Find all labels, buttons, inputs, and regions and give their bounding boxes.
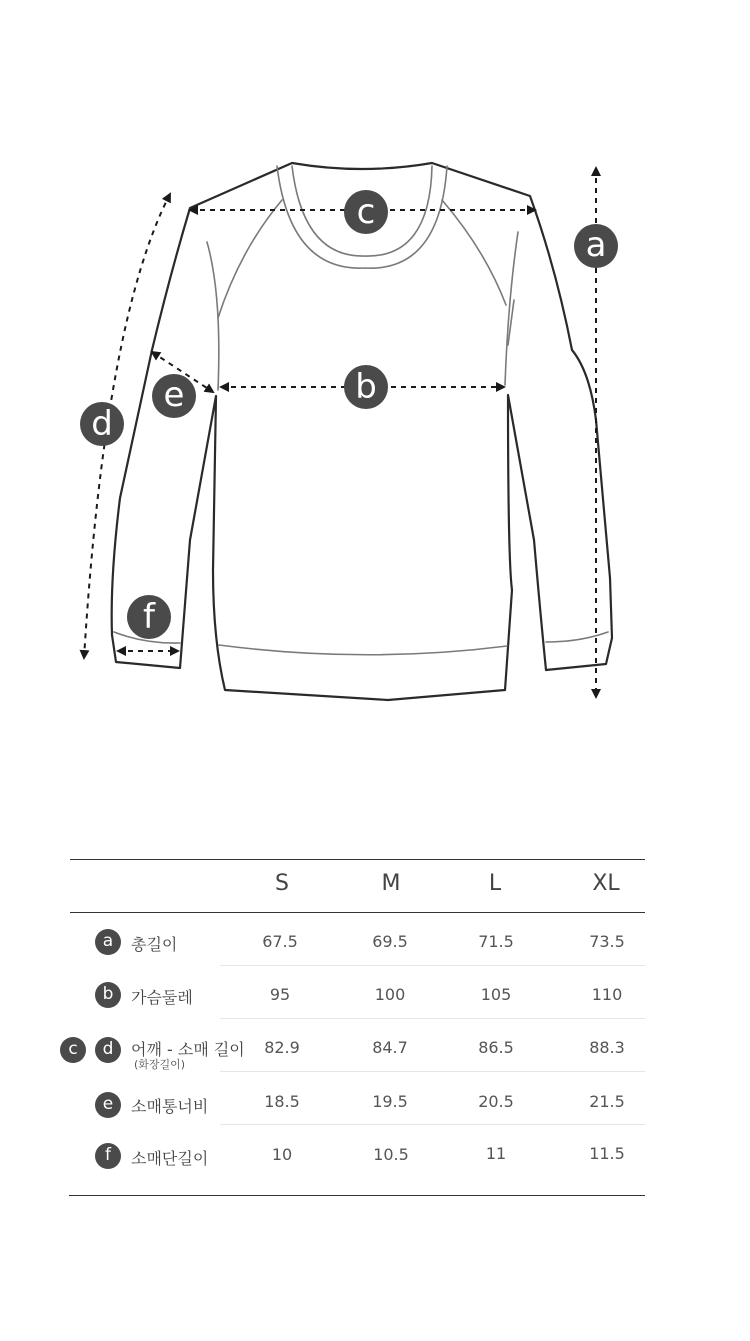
row-badge-f: f bbox=[95, 1143, 121, 1169]
row-divider bbox=[220, 1124, 645, 1125]
cell-cuff-length-xl: 11.5 bbox=[589, 1144, 625, 1163]
row-label-sleeve-width: 소매통너비 bbox=[131, 1097, 209, 1116]
row-badge-d: d bbox=[95, 1037, 121, 1063]
cell-sleeve-width-xl: 21.5 bbox=[589, 1092, 625, 1111]
cell-cuff-length-l: 11 bbox=[485, 1144, 507, 1163]
row-label-total-length: 총길이 bbox=[131, 935, 178, 954]
cell-cuff-length-s: 10 bbox=[271, 1145, 293, 1164]
badge-f-label: f bbox=[143, 597, 155, 637]
badge-d-label: d bbox=[91, 404, 113, 444]
row-sublabel-shoulder-sleeve: (화장길이) bbox=[134, 1058, 186, 1071]
cell-total-length-l: 71.5 bbox=[478, 932, 514, 951]
cell-shoulder-sleeve-s: 82.9 bbox=[264, 1038, 300, 1057]
badge-e-label: e bbox=[163, 375, 185, 415]
cell-shoulder-sleeve-xl: 88.3 bbox=[589, 1038, 625, 1057]
cell-total-length-m: 69.5 bbox=[372, 932, 408, 951]
row-label-shoulder-sleeve: 어깨 - 소매 길이 bbox=[131, 1040, 245, 1059]
row-divider bbox=[220, 1018, 645, 1019]
sweatshirt-outline bbox=[112, 163, 612, 700]
badge-e bbox=[152, 374, 196, 418]
cell-chest-xl: 110 bbox=[591, 985, 623, 1004]
row-badge-a: a bbox=[95, 929, 121, 955]
size-header-m: M bbox=[381, 871, 401, 896]
badge-d bbox=[80, 402, 124, 446]
cell-sleeve-width-s: 18.5 bbox=[264, 1092, 300, 1111]
cell-chest-l: 105 bbox=[480, 985, 512, 1004]
size-header-l: L bbox=[488, 871, 502, 896]
size-header-xl: XL bbox=[592, 871, 620, 896]
row-label-chest: 가슴둘레 bbox=[131, 988, 193, 1007]
cell-sleeve-width-m: 19.5 bbox=[372, 1092, 408, 1111]
table-top-rule bbox=[70, 859, 645, 860]
table-bottom-rule bbox=[69, 1195, 645, 1196]
row-label-cuff-length: 소매단길이 bbox=[131, 1149, 209, 1168]
row-badge-e: e bbox=[95, 1092, 121, 1118]
badge-a-label: a bbox=[585, 225, 607, 265]
badge-a bbox=[574, 224, 618, 268]
badge-c-label: c bbox=[356, 192, 376, 232]
cell-total-length-xl: 73.5 bbox=[589, 932, 625, 951]
size-header-s: S bbox=[275, 871, 289, 896]
row-badge-c: c bbox=[60, 1037, 86, 1063]
cell-chest-m: 100 bbox=[374, 985, 406, 1004]
cell-total-length-s: 67.5 bbox=[262, 932, 298, 951]
row-divider bbox=[220, 965, 645, 966]
badge-b bbox=[344, 365, 388, 409]
cell-sleeve-width-l: 20.5 bbox=[478, 1092, 514, 1111]
cell-cuff-length-m: 10.5 bbox=[373, 1145, 409, 1164]
row-divider bbox=[220, 1071, 645, 1072]
table-header-rule bbox=[70, 912, 645, 913]
badge-f bbox=[127, 595, 171, 639]
cell-chest-s: 95 bbox=[269, 985, 291, 1004]
cell-shoulder-sleeve-m: 84.7 bbox=[372, 1038, 408, 1057]
badge-c bbox=[344, 190, 388, 234]
cell-shoulder-sleeve-l: 86.5 bbox=[478, 1038, 514, 1057]
badge-b-label: b bbox=[355, 367, 377, 407]
row-badge-b: b bbox=[95, 982, 121, 1008]
